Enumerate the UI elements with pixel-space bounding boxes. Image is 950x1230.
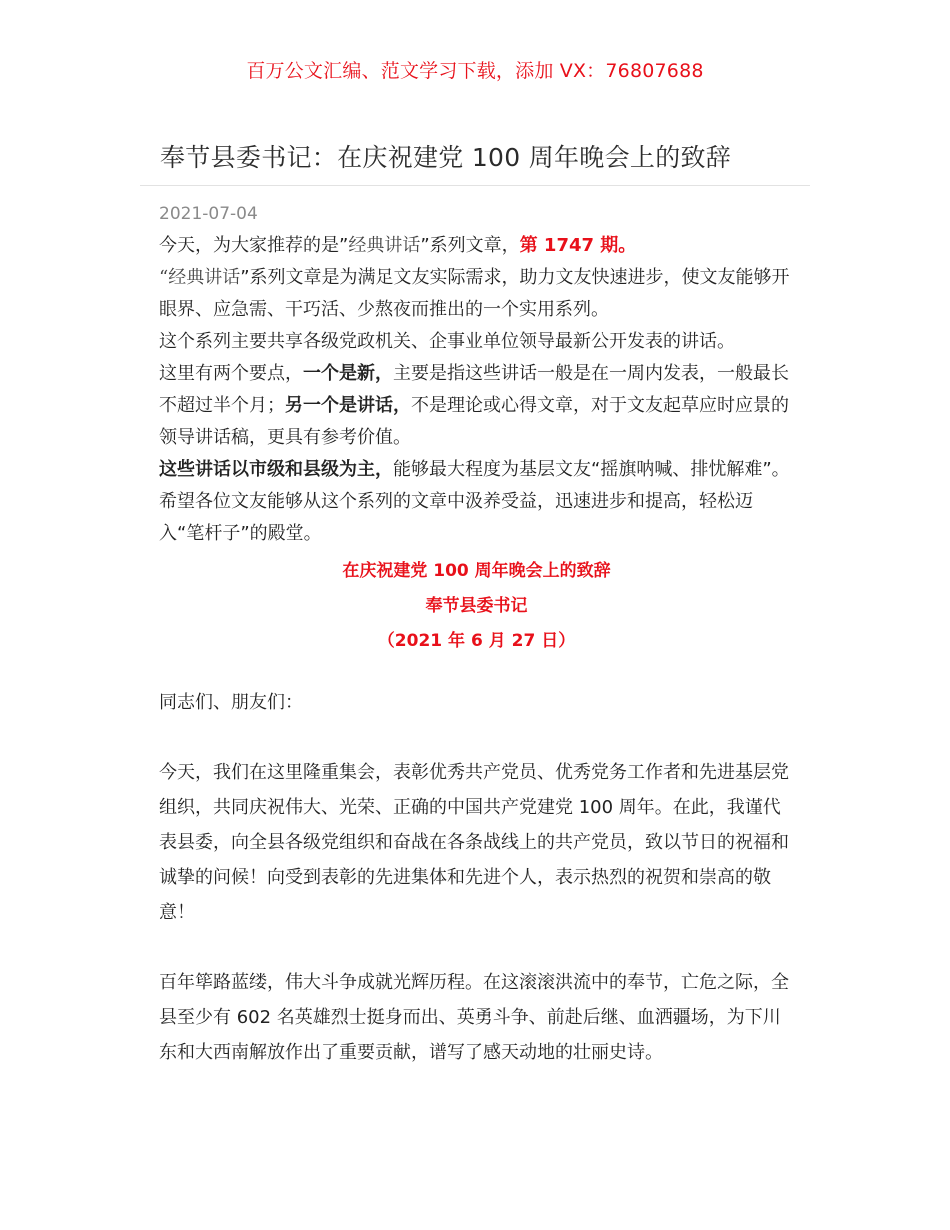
- open-quote: “: [159, 267, 169, 288]
- speech-greeting: 同志们、朋友们：: [159, 692, 303, 713]
- article-title: 奉节县委书记：在庆祝建党 100 周年晚会上的致辞: [160, 143, 732, 172]
- key-point-1: 一个是新，: [303, 363, 393, 384]
- intro-paragraph-2: [159, 262, 794, 326]
- speech-title: 在庆祝建党 100 周年晚会上的致辞: [342, 561, 611, 581]
- speech-paragraph-1: 今天，我们在这里隆重集会，表彰优秀共产党员、优秀党务工作者和先进基层党组织，共同庆祝伟大、光荣、正确的中国共产党建党 100 周年。在此，我谨代表县委，向全县各级党组织和奋战在各条战线上的共产党员，致以节日的祝福和诚挚的问候！向受到表彰的先进集体和先进个人，表示热烈的祝贺和崇高的敬意！: [159, 762, 789, 923]
- publish-date: 2021-07-04: [159, 204, 258, 224]
- intro-paragraph-1: [159, 230, 794, 262]
- key-point-3: 这些讲话以市级和县级为主，: [159, 459, 393, 480]
- intro-section: [159, 230, 794, 659]
- intro-text: 不是理论或心得文章，对于文友起草应时应景的领导讲话稿，更具有参考价值。: [159, 395, 789, 448]
- intro-text: 主要是指这些讲话一般是在一周内发表，一般最长不超过半个月；: [159, 363, 789, 416]
- intro-text: ”系列文章，: [420, 235, 520, 256]
- intro-paragraph-5: [159, 454, 794, 550]
- title-divider: [140, 185, 810, 186]
- intro-text: ”系列文章是为满足文友实际需求，助力文友快速进步，使文友能够开眼界、应急需、干巧活、少熬夜而推出的一个实用系列。: [159, 267, 790, 320]
- intro-text: 今天，为大家推荐的是”: [159, 235, 349, 256]
- issue-number: 第 1747 期。: [519, 235, 637, 256]
- intro-text: 这里有两个要点，: [159, 363, 303, 384]
- intro-text: 能够最大程度为基层文友“摇旗呐喊、排忧解难”。希望各位文友能够从这个系列的文章中汲养受益，迅速进步和提高，轻松迈入“笔杆子”的殿堂。: [159, 459, 790, 544]
- series-name: 经典讲话: [348, 235, 421, 256]
- speech-author: 奉节县委书记: [425, 596, 528, 616]
- speech-date: （2021 年 6 月 27 日）: [377, 631, 576, 651]
- speech-body: [159, 685, 794, 1105]
- key-point-2: 另一个是讲话，: [285, 395, 411, 416]
- intro-paragraph-3: 这个系列主要共享各级党政机关、企事业单位领导最新公开发表的讲话。: [159, 331, 735, 352]
- series-name: 经典讲话: [168, 267, 241, 288]
- promo-banner: 百万公文汇编、范文学习下载，添加 VX：76807688: [246, 60, 704, 82]
- intro-paragraph-4: [159, 358, 794, 454]
- speech-paragraph-2: 百年筚路蓝缕，伟大斗争成就光辉历程。在这滚滚洪流中的奉节，亡危之际，全县至少有 602 名英雄烈士挺身而出、英勇斗争、前赴后继、血洒疆场，为下川东和大西南解放作出了重要贡献，谱写了感天动地的壮丽史诗。: [159, 972, 789, 1063]
